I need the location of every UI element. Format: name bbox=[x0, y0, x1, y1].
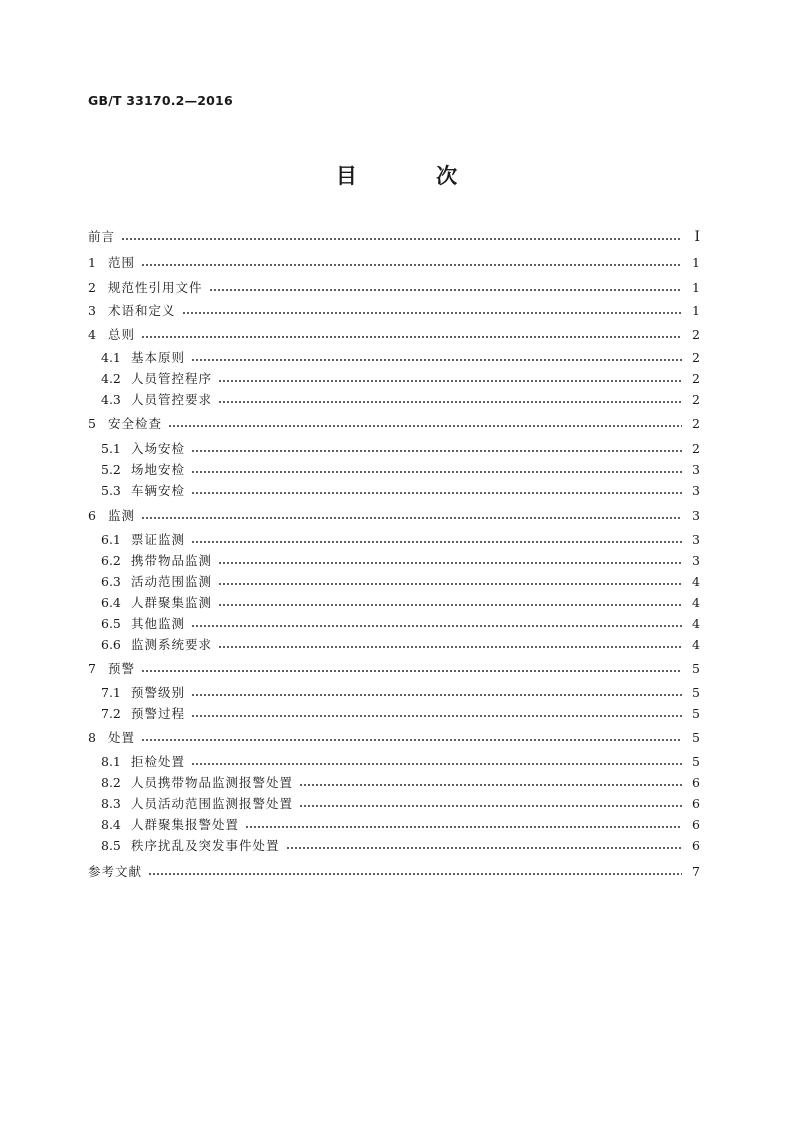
toc-entry-number: 8 bbox=[88, 730, 96, 745]
toc-entry[interactable] bbox=[88, 414, 700, 434]
toc-entry[interactable] bbox=[101, 530, 700, 550]
toc-entry-page: 4 bbox=[692, 574, 700, 589]
toc-entry-page: 5 bbox=[692, 754, 700, 769]
dot-leader bbox=[299, 784, 682, 786]
toc-entry-label: 预警过程 bbox=[131, 706, 186, 721]
toc-entry-label: 人群聚集报警处置 bbox=[131, 817, 240, 832]
dot-leader bbox=[218, 646, 682, 648]
dot-leader bbox=[286, 847, 682, 849]
toc-entry-number: 4 bbox=[88, 327, 96, 342]
dot-leader bbox=[245, 826, 682, 828]
dot-leader bbox=[191, 492, 682, 494]
toc-entry-label: 术语和定义 bbox=[108, 303, 176, 318]
toc-entry[interactable] bbox=[101, 593, 700, 613]
toc-entry-label: 参考文献 bbox=[88, 864, 143, 879]
dot-leader bbox=[191, 694, 682, 696]
toc-entry-label: 安全检查 bbox=[108, 416, 163, 431]
dot-leader bbox=[141, 739, 682, 741]
toc-entry[interactable] bbox=[101, 481, 700, 501]
toc-entry-page: 1 bbox=[692, 280, 700, 295]
toc-entry-page: 6 bbox=[692, 775, 700, 790]
dot-leader bbox=[141, 670, 682, 672]
toc-entry-page: 6 bbox=[692, 796, 700, 811]
toc-entry-page: 6 bbox=[692, 838, 700, 853]
toc-entry-number: 8.3 bbox=[101, 796, 121, 811]
dot-leader bbox=[299, 805, 682, 807]
dot-leader bbox=[121, 238, 682, 240]
toc-entry-number: 2 bbox=[88, 280, 96, 295]
toc-entry[interactable] bbox=[101, 836, 700, 856]
toc-entry-page: 3 bbox=[692, 532, 700, 547]
toc-entry-number: 8.5 bbox=[101, 838, 121, 853]
toc-entry-label: 入场安检 bbox=[131, 441, 186, 456]
toc-entry-page: 1 bbox=[692, 255, 700, 270]
toc-entry-page: Ⅰ bbox=[694, 229, 700, 245]
dot-leader bbox=[191, 715, 682, 717]
toc-entry-number: 5.2 bbox=[101, 462, 121, 477]
toc-entry-page: 2 bbox=[692, 350, 700, 365]
toc-entry-number: 6.1 bbox=[101, 532, 121, 547]
toc-entry[interactable] bbox=[101, 683, 700, 703]
toc-entry-label: 人群聚集监测 bbox=[131, 595, 213, 610]
dot-leader bbox=[209, 289, 682, 291]
toc-entry-page: 1 bbox=[692, 303, 700, 318]
dot-leader bbox=[218, 604, 682, 606]
dot-leader bbox=[182, 312, 682, 314]
toc-entry-number: 6.5 bbox=[101, 616, 121, 631]
toc-entry-page: 4 bbox=[692, 616, 700, 631]
toc-entry[interactable] bbox=[88, 325, 700, 345]
toc-entry-page: 2 bbox=[692, 441, 700, 456]
dot-leader bbox=[191, 471, 682, 473]
toc-entry-label: 人员活动范围监测报警处置 bbox=[131, 796, 294, 811]
toc-entry-number: 1 bbox=[88, 255, 96, 270]
toc-entry-label: 范围 bbox=[108, 255, 136, 270]
toc-entry-number: 5 bbox=[88, 416, 96, 431]
toc-entry-page: 2 bbox=[692, 327, 700, 342]
dot-leader bbox=[148, 873, 682, 875]
toc-entry[interactable] bbox=[101, 572, 700, 592]
toc-entry-label: 处置 bbox=[108, 730, 136, 745]
toc-entry[interactable] bbox=[88, 659, 700, 679]
toc-entry[interactable] bbox=[88, 278, 700, 298]
dot-leader bbox=[168, 425, 682, 427]
toc-entry-page: 5 bbox=[692, 706, 700, 721]
toc-entry[interactable] bbox=[101, 752, 700, 772]
toc-entry-number: 4.2 bbox=[101, 371, 121, 386]
toc-entry[interactable] bbox=[101, 794, 700, 814]
toc-entry[interactable] bbox=[88, 506, 700, 526]
toc-entry-label: 预警级别 bbox=[131, 685, 186, 700]
page-title: 目 次 bbox=[335, 164, 494, 188]
toc-entry-page: 3 bbox=[692, 553, 700, 568]
toc-entry-number: 4.1 bbox=[101, 350, 121, 365]
toc-entry-label: 活动范围监测 bbox=[131, 574, 213, 589]
toc-entry[interactable] bbox=[101, 551, 700, 571]
toc-entry-label: 人员管控程序 bbox=[131, 371, 213, 386]
toc-entry[interactable] bbox=[88, 862, 700, 882]
toc-entry[interactable] bbox=[88, 728, 700, 748]
dot-leader bbox=[141, 336, 682, 338]
toc-entry-number: 8.2 bbox=[101, 775, 121, 790]
toc-entry-label: 预警 bbox=[108, 661, 136, 676]
toc-entry-label: 总则 bbox=[108, 327, 136, 342]
toc-entry-number: 7 bbox=[88, 661, 96, 676]
dot-leader bbox=[191, 625, 682, 627]
toc-entry-label: 携带物品监测 bbox=[131, 553, 213, 568]
toc-entry-label: 车辆安检 bbox=[131, 483, 186, 498]
toc-entry-page: 5 bbox=[692, 730, 700, 745]
toc-entry-label: 人员管控要求 bbox=[131, 392, 213, 407]
toc-entry-page: 3 bbox=[692, 508, 700, 523]
toc-entry-label: 基本原则 bbox=[131, 350, 186, 365]
toc-entry-label: 规范性引用文件 bbox=[108, 280, 203, 295]
toc-entry-page: 2 bbox=[692, 392, 700, 407]
toc-entry-number: 6.3 bbox=[101, 574, 121, 589]
toc-entry[interactable] bbox=[101, 369, 700, 389]
toc-entry-number: 6.4 bbox=[101, 595, 121, 610]
toc-entry-label: 票证监测 bbox=[131, 532, 186, 547]
toc-entry-label: 前言 bbox=[88, 229, 116, 244]
toc-entry-number: 7.1 bbox=[101, 685, 121, 700]
toc-entry-page: 7 bbox=[692, 864, 700, 879]
dot-leader bbox=[218, 583, 682, 585]
toc-entry-page: 2 bbox=[692, 371, 700, 386]
toc-entry-page: 6 bbox=[692, 817, 700, 832]
toc-entry-number: 8.4 bbox=[101, 817, 121, 832]
toc-entry-number: 7.2 bbox=[101, 706, 121, 721]
dot-leader bbox=[191, 541, 682, 543]
dot-leader bbox=[191, 359, 682, 361]
toc-entry[interactable] bbox=[101, 614, 700, 634]
standard-code: GB/T 33170.2—2016 bbox=[88, 93, 233, 108]
toc-entry-number: 6.6 bbox=[101, 637, 121, 652]
toc-entry-number: 5.1 bbox=[101, 441, 121, 456]
toc-entry-label: 拒检处置 bbox=[131, 754, 186, 769]
dot-leader bbox=[141, 264, 682, 266]
dot-leader bbox=[191, 763, 682, 765]
toc-entry-number: 5.3 bbox=[101, 483, 121, 498]
toc-entry-page: 3 bbox=[692, 483, 700, 498]
toc-entry-label: 监测 bbox=[108, 508, 136, 523]
toc-entry-number: 6 bbox=[88, 508, 96, 523]
toc-entry-number: 3 bbox=[88, 303, 96, 318]
toc-entry-label: 秩序扰乱及突发事件处置 bbox=[131, 838, 280, 853]
toc-entry[interactable] bbox=[88, 227, 700, 247]
dot-leader bbox=[218, 401, 682, 403]
dot-leader bbox=[218, 380, 682, 382]
toc-entry-number: 8.1 bbox=[101, 754, 121, 769]
toc-entry[interactable] bbox=[88, 253, 700, 273]
toc-entry-page: 4 bbox=[692, 595, 700, 610]
dot-leader bbox=[218, 562, 682, 564]
toc-entry[interactable] bbox=[88, 301, 700, 321]
toc-entry-label: 监测系统要求 bbox=[131, 637, 213, 652]
toc-entry[interactable] bbox=[101, 460, 700, 480]
toc-entry[interactable] bbox=[101, 773, 700, 793]
toc-entry-number: 6.2 bbox=[101, 553, 121, 568]
toc-entry-page: 2 bbox=[692, 416, 700, 431]
toc-entry[interactable] bbox=[101, 704, 700, 724]
toc-entry-page: 5 bbox=[692, 685, 700, 700]
dot-leader bbox=[141, 517, 682, 519]
toc-entry-label: 人员携带物品监测报警处置 bbox=[131, 775, 294, 790]
toc-entry[interactable] bbox=[101, 348, 700, 368]
toc-entry-page: 4 bbox=[692, 637, 700, 652]
toc-entry[interactable] bbox=[101, 439, 700, 459]
toc-entry-label: 其他监测 bbox=[131, 616, 186, 631]
toc-entry[interactable] bbox=[101, 635, 700, 655]
toc-entry-label: 场地安检 bbox=[131, 462, 186, 477]
dot-leader bbox=[191, 450, 682, 452]
toc-entry[interactable] bbox=[101, 815, 700, 835]
toc-entry-page: 3 bbox=[692, 462, 700, 477]
toc-entry-page: 5 bbox=[692, 661, 700, 676]
toc-entry-number: 4.3 bbox=[101, 392, 121, 407]
toc-entry[interactable] bbox=[101, 390, 700, 410]
